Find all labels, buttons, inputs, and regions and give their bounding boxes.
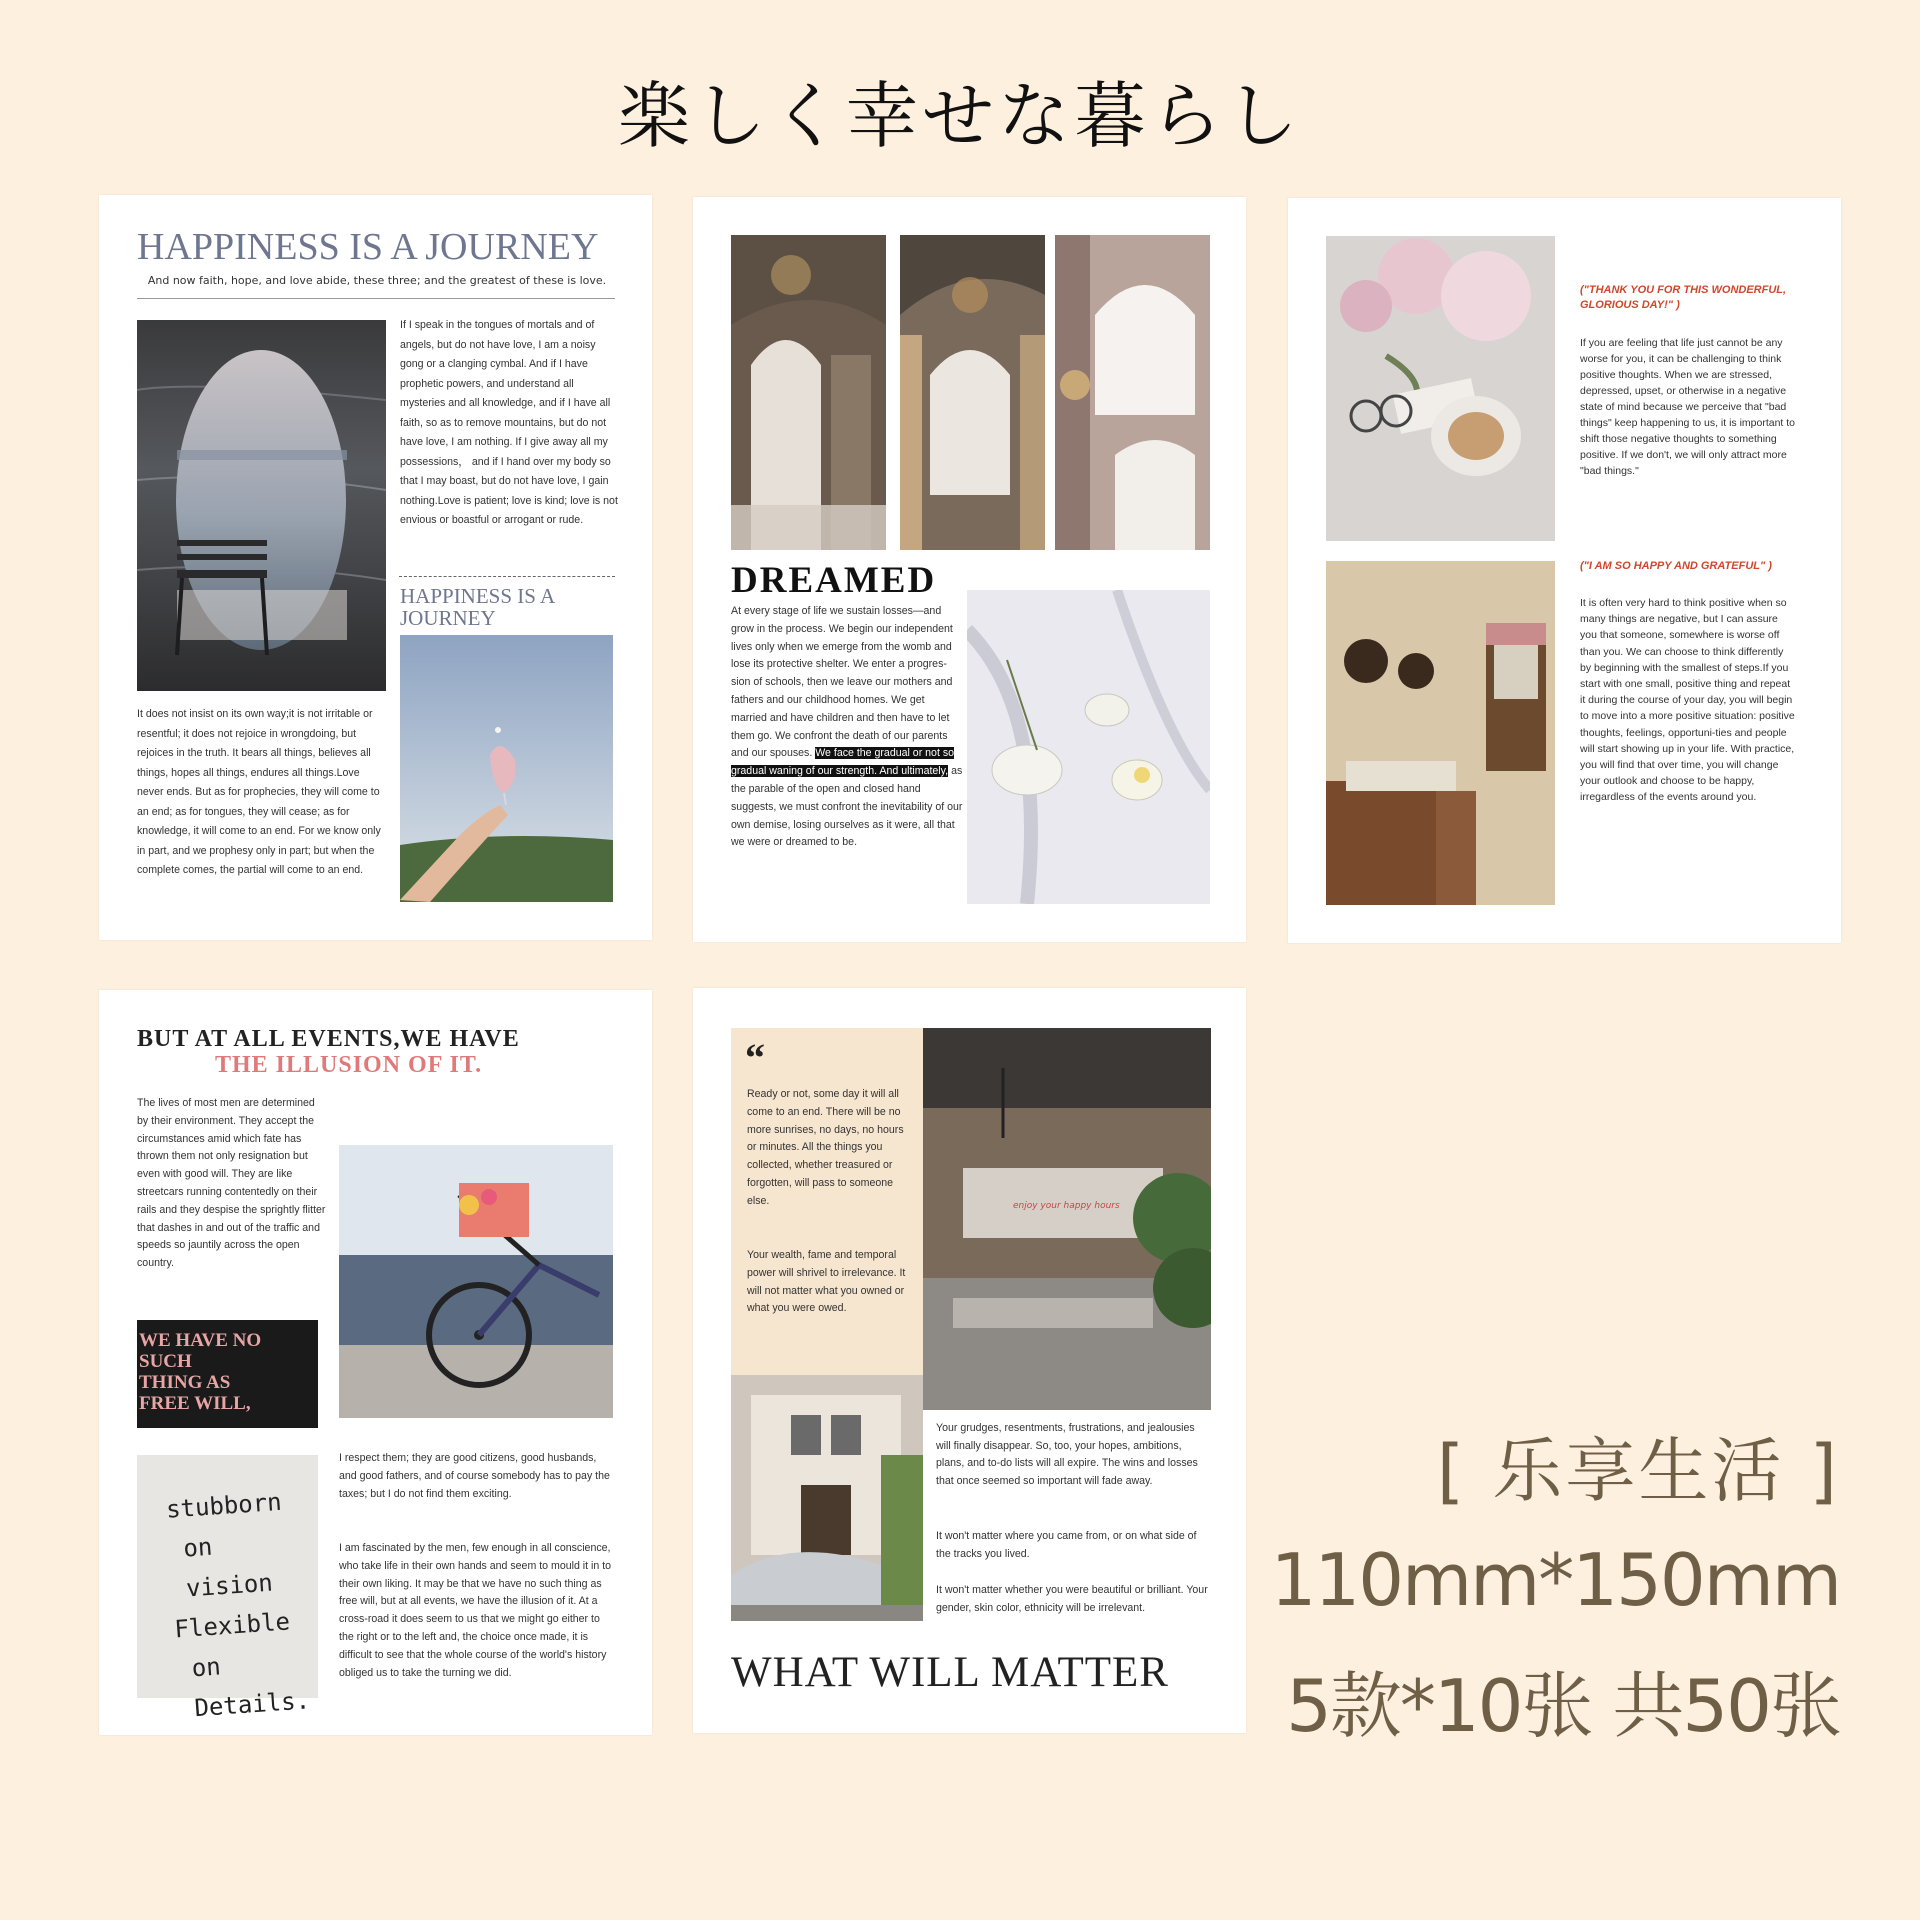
handwritten-wall-text: stubborn on vision Flexible on Details.: [165, 1487, 311, 1724]
card2-text-highlight: We face the gradual or not so gradual waning of our strength. And ultimately,: [731, 747, 955, 778]
street-car-photo: [731, 1375, 923, 1621]
card2-body-text: [731, 603, 963, 852]
free-will-text: WE HAVE NO SUCH THING AS FREE WILL,: [139, 1330, 262, 1414]
card3-quote-2: ("I AM SO HAPPY AND GRATEFUL" ): [1580, 560, 1772, 572]
card5-quote-mark: “: [745, 1035, 765, 1080]
card4-heading-2: THE ILLUSION OF IT.: [215, 1052, 483, 1078]
card1-dashed-divider: [399, 576, 615, 577]
handwritten-wall-photo: [137, 1455, 318, 1724]
palace-photo-1: [731, 235, 886, 550]
card1-sub-heading: HAPPINESS IS A JOURNEY: [400, 584, 555, 630]
bicycle-sea-photo: [339, 1145, 613, 1418]
info-quantity: 5款*10张 共50张: [1286, 1664, 1840, 1748]
card4-text-2: I respect them; they are good citizens, good husbands, and good fathers, and of course somebody has to pay the taxes; but I do not find them exciting.: [339, 1452, 610, 1500]
wine-glass-photo: [400, 635, 613, 902]
card4-heading-1: BUT AT ALL EVENTS,WE HAVE: [137, 1026, 520, 1052]
card1-heading: HAPPINESS IS A JOURNEY: [137, 226, 599, 268]
info-title: [ 乐享生活 ]: [1436, 1430, 1840, 1512]
restaurant-kitchen-photo: [923, 1028, 1211, 1410]
card1-subtitle: And now faith, hope, and love abide, these three; and the greatest of these is love.: [147, 274, 607, 287]
peony-coffee-photo: [1326, 236, 1555, 541]
card1-left-text: It does not insist on its own way;it is not irritable or resentful; it does not rejoice in wrongdoing, but rejoices in the truth. It bears all things, believes all things, hopes all things, endures all things.Love never ends. But as for prophecies, they will come to an end; as for tongues, they will cease; as for knowledge, it will come to an end. For we know only in part, and we prophesy only in part; but when the complete comes, the partial will come to an end.: [137, 708, 381, 876]
card-what-will-matter: [693, 988, 1246, 1733]
card-illusion: [99, 990, 652, 1735]
palace-photo-3: [1055, 235, 1210, 550]
card2-text-b: as the parable of the open and closed hand suggests, we must confront the inevitability of our own demise, losing ourselves as it were, all that we were or dreamed to be.: [731, 765, 963, 849]
palace-photo-2: [900, 235, 1045, 550]
card-thank-you: [1288, 198, 1841, 943]
card-dreamed: [693, 197, 1246, 942]
card4-text-3: I am fascinated by the men, few enough in all conscience, who take life in their own hands and seem to mould it in to their own liking. It may be that we have no such thing as free will, but at all events, we have the illusion of it. At a cross-road it does seem to us that we might go either to the right or to the left and, the choice once made, it is difficult to see that the whole course of the world's history obliged us to take the turning we did.: [339, 1542, 612, 1679]
card4-text-1: The lives of most men are determined by their environment. They accept the circumstances amid which fate has thrown them not only resignation but even with good will. They are like streetcars running contentedly on their rails and they despise the sprightly flitter that dashes in and out of the traffic and speeds so jauntily across the open country.: [137, 1097, 326, 1270]
card2-heading: DREAMED: [731, 560, 937, 601]
info-size: 110mm*150mm: [1270, 1538, 1840, 1622]
card5-text-1: Ready or not, some day it will all come to an end. There will be no more sunrises, no days, no hours or minutes. All the things you collected, whether treasured or forgotten, will pass to someone else.: [747, 1088, 904, 1207]
page-title: 楽しく幸せな暮らし: [617, 74, 1302, 158]
card1-divider: [137, 298, 615, 299]
card5-text-4: It won't matter where you came from, or on what side of the tracks you lived.: [936, 1530, 1197, 1560]
card3-text-2: It is often very hard to think positive when so many things are negative, but I can assure you that someone, somewhere is worse off than you. We can choose to think differently by beginning with the smallest of steps.If you start with one small, positive thing and repeat it during the course of your day, you will begin to move into a more positive situation: positive thoughts, feelings, opportuni-ties and people will start showing up in your life. With practice, you will find that over time, you will change your outlook and choose to be happy, irregardless of the events around you.: [1580, 597, 1795, 804]
free-will-black-box: [137, 1320, 318, 1428]
card1-right-text: If I speak in the tongues of mortals and of angels, but do not have love, I am a noisy gong or a clanging cymbal. And if I have prophetic powers, and understand all mysteries and all knowledge, and if I have all faith, so as to remove mountains, but do not have love, I am nothing. If I give away all my possessions， and if I hand over my body so that I may boast, but do not have love, I gain nothing.Love is patient; love is kind; love is not envious or boastful or arrogant or rude.: [400, 319, 618, 526]
card5-text-3: Your grudges, resentments, frustrations, and jealousies will finally disappear. So, too, your hopes, ambitions, plans, and to-do lists will all expire. The wins and losses that once seemed so important will fade away.: [936, 1422, 1198, 1487]
card2-text-a: At every stage of life we sustain losses—and grow in the process. We begin our independent lives only when we emerge from the womb and lose its protective shelter. We enter a progres-sion of schools, then we leave our mothers and fathers and our childhood homes. We get married and have children and then have to let them go. We confront the death of our parents and our spouses.: [731, 605, 953, 760]
card5-heading: WHAT WILL MATTER: [731, 1649, 1169, 1696]
card5-text-5: It won't matter whether you were beautiful or brilliant. Your gender, skin color, ethnicity will be irrelevant.: [936, 1584, 1208, 1614]
cafe-sign-text: enjoy your happy hours: [1013, 1201, 1120, 1211]
card-happiness-journey: [99, 195, 652, 940]
card5-text-2: Your wealth, fame and temporal power will shrivel to irrelevance. It will not matter what you owned or what you were owed.: [747, 1249, 906, 1315]
cocktail-glasses-photo: [967, 590, 1210, 904]
kitchen-photo: [1326, 561, 1555, 905]
mirror-sea-photo: [137, 320, 386, 691]
card3-text-1: If you are feeling that life just cannot be any worse for you, it can be challenging to think positive thoughts. When we are stressed, depressed, upset, or otherwise in a negative state of mind because we perceive that "bad things" keep happening to us, it is important to shift those negative thoughts to something positive. If we don't, we will only attract more "bad things.": [1580, 337, 1796, 477]
card3-quote-1: ("THANK YOU FOR THIS WONDERFUL, GLORIOUS DAY!" ): [1580, 284, 1787, 311]
